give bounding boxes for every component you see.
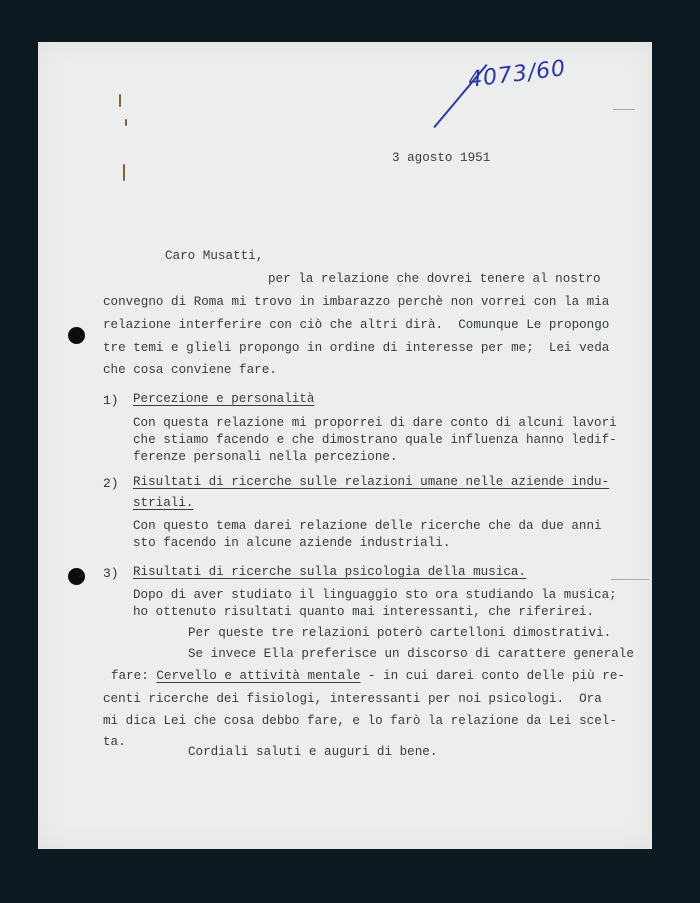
closing-prefix: fare:: [111, 669, 149, 683]
closing-line: centi ricerche dei fisiologi, interessanti per noi psicologi. Ora: [103, 692, 602, 706]
regards: Cordiali saluti e auguri di bene.: [188, 745, 438, 759]
proposed-talk-title: Cervello e attività mentale: [156, 669, 361, 683]
intro-line: relazione interferire con ciò che altri dirà. Comunque Le propongo: [103, 318, 610, 332]
edge-dash: [613, 109, 635, 110]
topic-3-number: 3): [103, 566, 119, 581]
topic-3-title: Risultati di ricerche sulla psicologia della musica.: [133, 565, 526, 579]
topic-2-body: sto facendo in alcune aziende industriali.: [133, 536, 451, 550]
punch-hole-top: [68, 327, 85, 344]
closing-line: ta.: [103, 735, 126, 749]
margin-mark: [123, 164, 125, 181]
intro-line: tre temi e glieli propongo in ordine di interesse per me; Lei veda: [103, 341, 610, 355]
closing-rest: - in cui darei conto delle più re-: [360, 669, 625, 683]
topic-2-title: Risultati di ricerche sulle relazioni umane nelle aziende indu-: [133, 475, 610, 489]
closing-line: mi dica Lei che cosa debbo fare, e lo farò la relazione da Lei scel-: [103, 714, 617, 728]
margin-mark: [119, 94, 121, 107]
salutation: Caro Musatti,: [165, 249, 264, 263]
punch-hole-bottom: [68, 568, 85, 585]
intro-line: che cosa conviene fare.: [103, 363, 277, 377]
intro-line: per la relazione che dovrei tenere al nostro: [268, 272, 601, 286]
topic-1-body: ferenze personali nella percezione.: [133, 450, 398, 464]
closing-line: Se invece Ella preferisce un discorso di carattere generale: [188, 647, 634, 661]
margin-mark: [125, 119, 127, 126]
edge-dash: [611, 579, 649, 580]
closing-line: [111, 670, 625, 683]
topic-1-title: Percezione e personalità: [133, 392, 315, 406]
closing-line: Per queste tre relazioni poterò cartelloni dimostrativi.: [188, 626, 612, 640]
topic-2-number: 2): [103, 476, 119, 491]
topic-3-body: ho ottenuto risultati quanto mai interessanti, che riferirei.: [133, 605, 595, 619]
topic-1-body: che stiamo facendo e che dimostrano quale influenza hanno ledif-: [133, 433, 617, 447]
intro-line: convegno di Roma mi trovo in imbarazzo perchè non vorrei con la mia: [103, 295, 610, 309]
letter-date: 3 agosto 1951: [392, 151, 491, 165]
archive-number: 4073/60: [466, 56, 568, 93]
topic-2-body: Con questo tema darei relazione delle ricerche che da due anni: [133, 519, 602, 533]
topic-3-body: Dopo di aver studiato il linguaggio sto ora studiando la musica;: [133, 588, 617, 602]
topic-1-body: Con questa relazione mi proporrei di dare conto di alcuni lavori: [133, 416, 617, 430]
topic-2-title: striali.: [133, 496, 194, 510]
topic-1-number: 1): [103, 393, 119, 408]
